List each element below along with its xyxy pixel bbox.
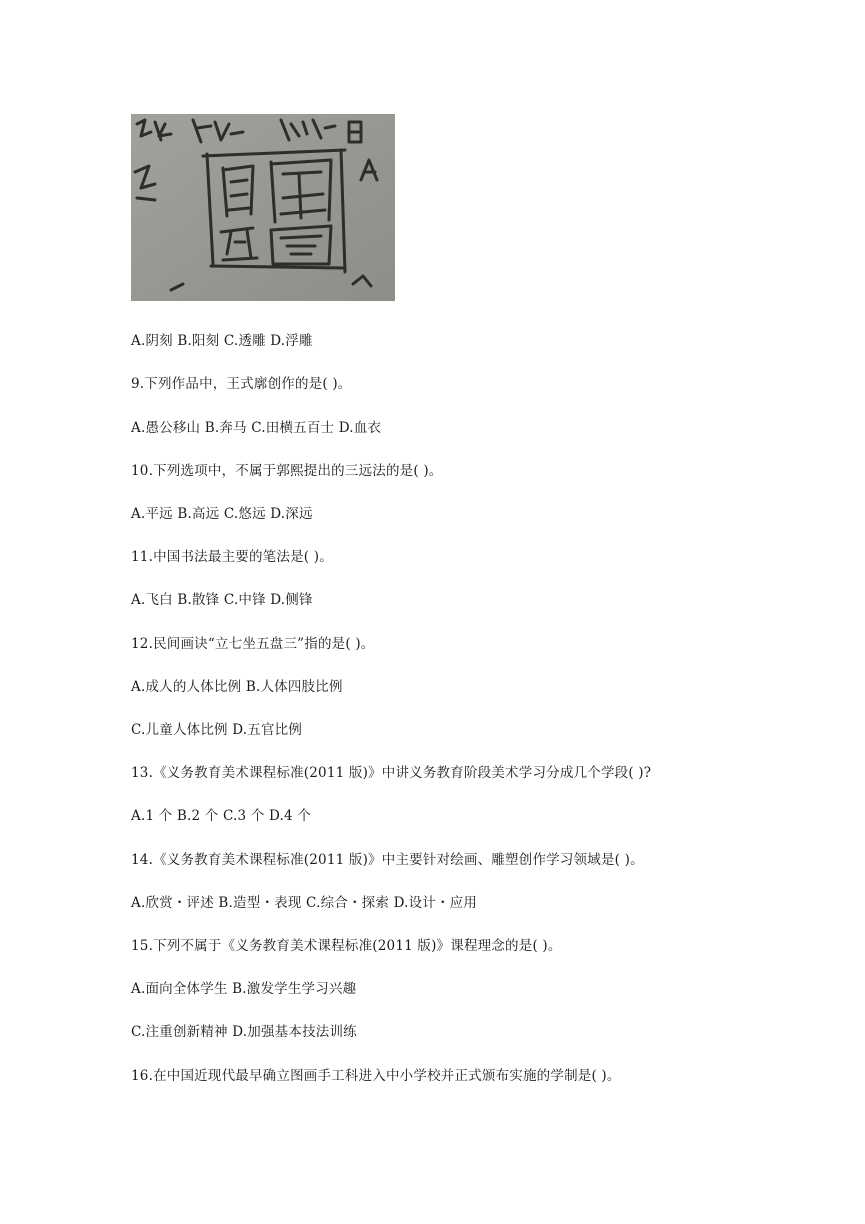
seal-carving-image [131,114,395,301]
options-q11: A.飞白 B.散锋 C.中锋 D.侧锋 [131,592,313,608]
options-q15-ab: A.面向全体学生 B.激发学生学习兴趣 [131,981,357,997]
options-q13: A.1 个 B.2 个 C.3 个 D.4 个 [131,808,312,824]
options-q8: A.阴刻 B.阳刻 C.透雕 D.浮雕 [131,333,313,349]
question-16: 16.在中国近现代最早确立图画手工科进入中小学校并正式颁布实施的学制是( )。 [131,1068,621,1084]
question-12: 12.民间画诀“立七坐五盘三”指的是( )。 [131,636,375,652]
options-q10: A.平远 B.高远 C.悠远 D.深远 [131,506,313,522]
question-14: 14.《义务教育美术课程标准(2011 版)》中主要针对绘画、雕塑创作学习领域是( )。 [131,852,644,868]
question-9: 9.下列作品中，王式廓创作的是( )。 [131,376,352,392]
question-15: 15.下列不属于《义务教育美术课程标准(2011 版)》课程理念的是( )。 [131,938,562,954]
question-11: 11.中国书法最主要的笔法是( )。 [131,549,333,565]
options-q14: A.欣赏・评述 B.造型・表现 C.综合・探索 D.设计・应用 [131,895,478,911]
seal-photo-icon [131,114,395,301]
options-q12-ab: A.成人的人体比例 B.人体四肢比例 [131,679,343,695]
question-10: 10.下列选项中，不属于郭熙提出的三远法的是( )。 [131,463,443,479]
options-q9: A.愚公移山 B.奔马 C.田横五百士 D.血衣 [131,420,382,436]
options-q12-cd: C.儿童人体比例 D.五官比例 [131,722,303,738]
question-13: 13.《义务教育美术课程标准(2011 版)》中讲义务教育阶段美术学习分成几个学段( )? [131,765,652,781]
options-q15-cd: C.注重创新精神 D.加强基本技法训练 [131,1024,357,1040]
